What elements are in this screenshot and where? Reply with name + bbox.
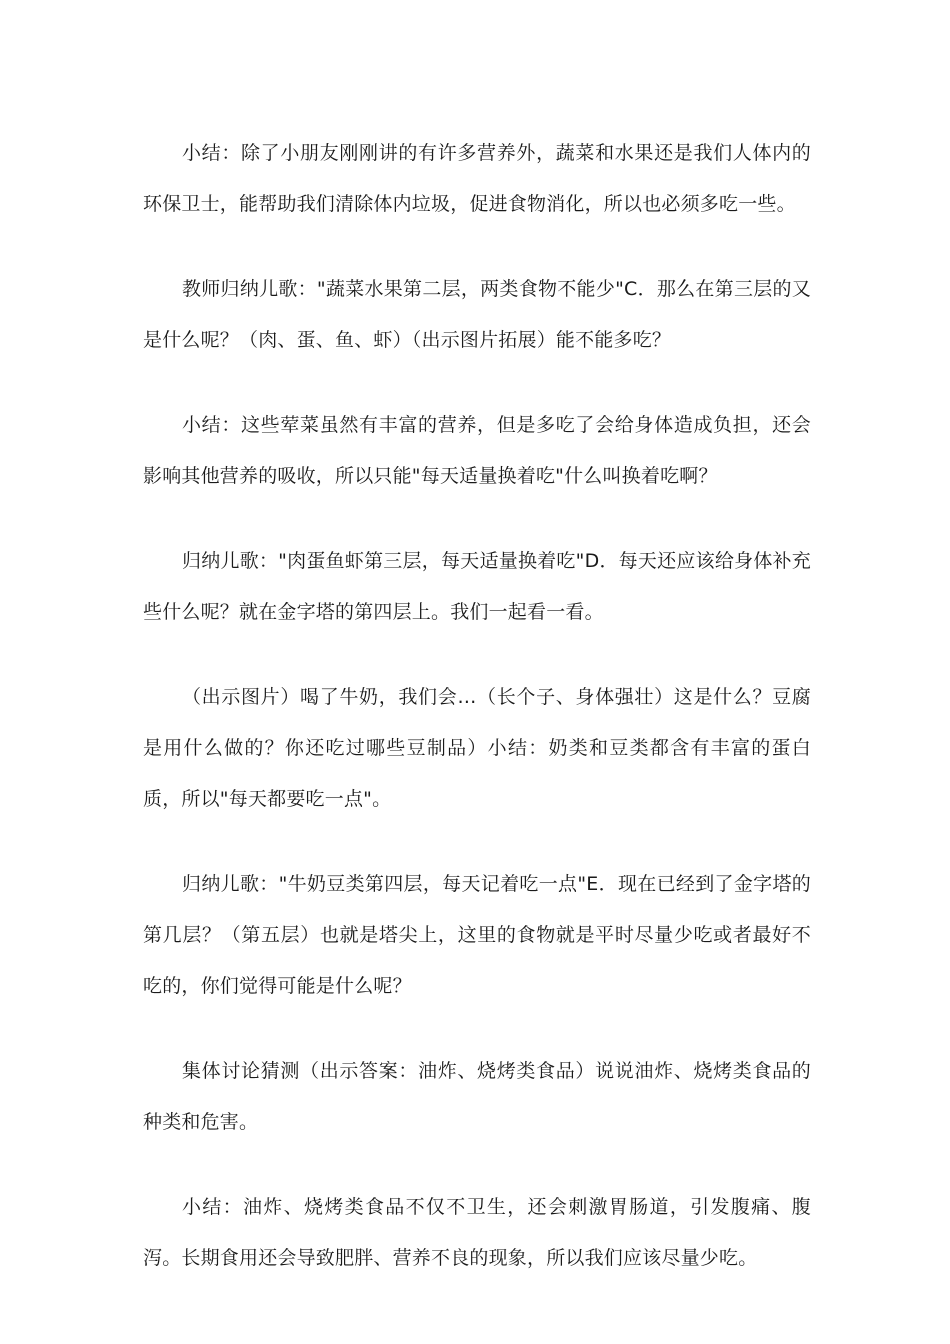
paragraph-summary-vegetables: 小结：除了小朋友刚刚讲的有许多营养外，蔬菜和水果还是我们人体内的环保卫士，能帮助我们清除体内垃圾，促进食物消化，所以也必须多吃一些。	[143, 142, 811, 215]
paragraph-summary-meat: 小结：这些荤菜虽然有丰富的营养，但是多吃了会给身体造成负担，还会影响其他营养的吸收，所以只能"每天适量换着吃"什么叫换着吃啊？	[143, 414, 811, 487]
paragraph-summary-fried-food: 小结：油炸、烧烤类食品不仅不卫生，还会刺激胃肠道，引发腹痛、腹泻。长期食用还会导致肥胖、营养不良的现象，所以我们应该尽量少吃。	[143, 1196, 811, 1269]
paragraph-milk-beans: （出示图片）喝了牛奶，我们会…（长个子、身体强壮）这是什么？豆腐是用什么做的？你还吃过哪些豆制品）小结：奶类和豆类都含有丰富的蛋白质，所以"每天都要吃一点"。	[143, 686, 811, 810]
paragraph-rhyme-fourth-layer: 归纳儿歌："牛奶豆类第四层，每天记着吃一点"E．现在已经到了金字塔的第几层？（第五层）也就是塔尖上，这里的食物就是平时尽量少吃或者最好不吃的，你们觉得可能是什么呢？	[143, 873, 811, 997]
paragraph-rhyme-third-layer: 归纳儿歌："肉蛋鱼虾第三层，每天适量换着吃"D．每天还应该给身体补充些什么呢？就在金字塔的第四层上。我们一起看一看。	[143, 550, 811, 623]
document-body	[143, 128, 811, 1284]
paragraph-rhyme-second-layer: 教师归纳儿歌："蔬菜水果第二层，两类食物不能少"C．那么在第三层的又是什么呢？（肉、蛋、鱼、虾）（出示图片拓展）能不能多吃？	[143, 278, 811, 351]
paragraph-discussion-fried-food: 集体讨论猜测（出示答案：油炸、烧烤类食品）说说油炸、烧烤类食品的种类和危害。	[143, 1060, 811, 1133]
